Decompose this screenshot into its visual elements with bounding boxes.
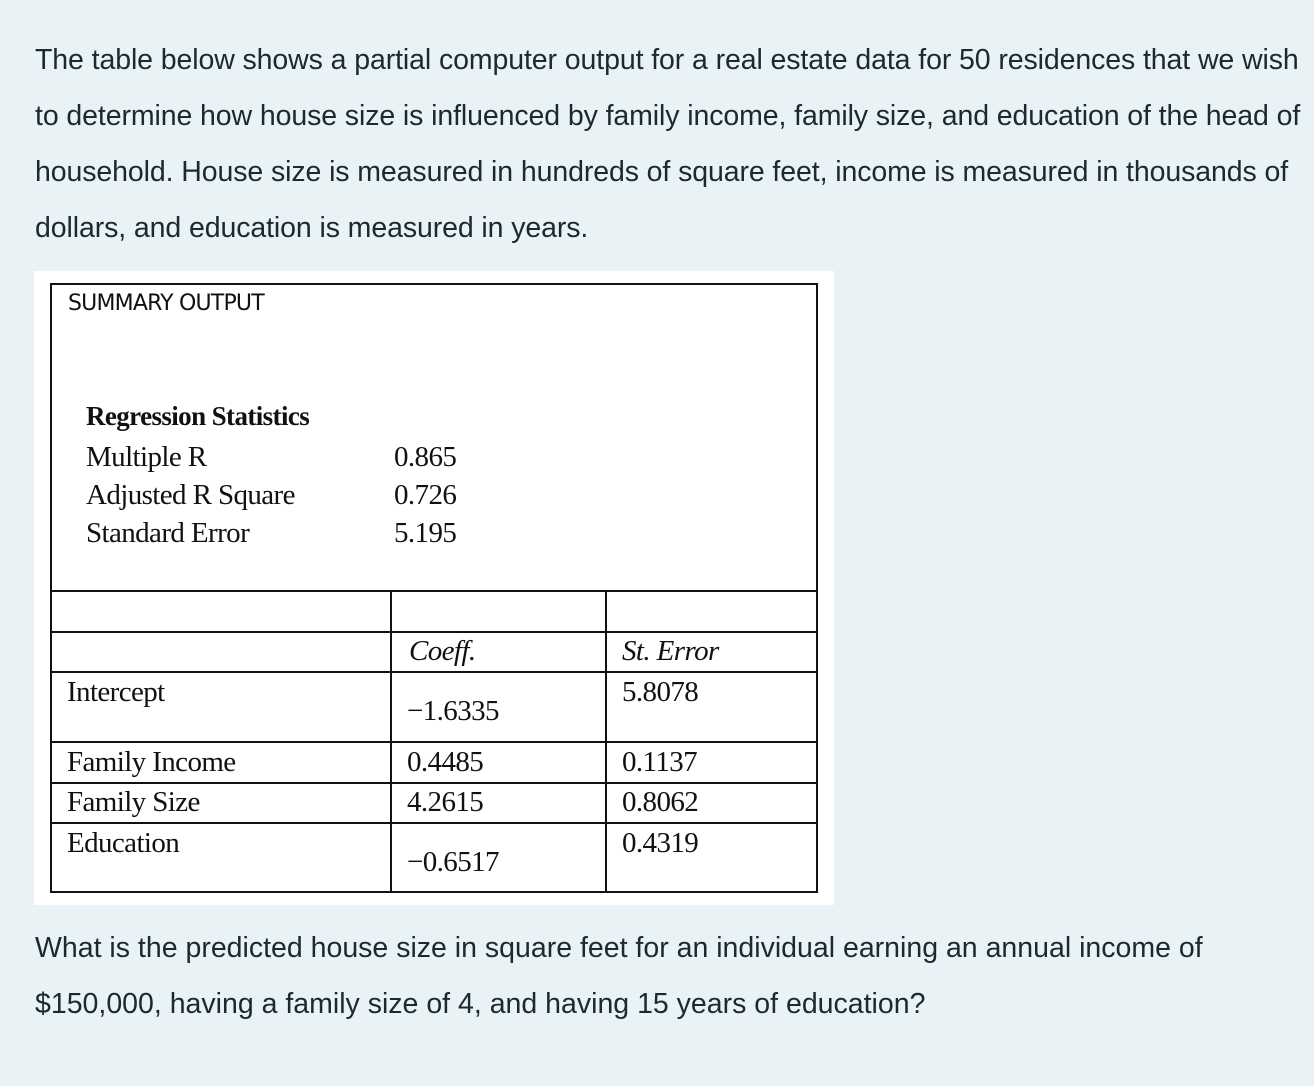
st-error-intercept: 5.8078 — [622, 676, 699, 708]
coeff-education: −0.6517 — [407, 846, 499, 878]
header-st-error: St. Error — [622, 635, 719, 667]
row-label-education: Education — [67, 827, 180, 859]
stat-label-multiple-r: Multiple R — [86, 441, 207, 473]
table-divider — [605, 590, 607, 891]
table-divider — [52, 590, 816, 592]
st-error-family-size: 0.8062 — [622, 786, 699, 818]
summary-title: SUMMARY OUTPUT — [68, 291, 264, 316]
table-divider — [52, 631, 816, 633]
summary-output-image — [34, 271, 834, 905]
coeff-family-income: 0.4485 — [407, 746, 484, 778]
row-label-family-size: Family Size — [67, 786, 200, 818]
table-divider — [52, 671, 816, 673]
header-coeff: Coeff. — [409, 635, 476, 667]
table-divider — [52, 822, 816, 824]
row-label-intercept: Intercept — [67, 676, 165, 708]
summary-output-table — [50, 283, 818, 893]
table-divider — [390, 590, 392, 891]
st-error-family-income: 0.1137 — [622, 746, 698, 778]
stat-value-adjusted-r-square: 0.726 — [394, 479, 457, 511]
row-label-family-income: Family Income — [67, 746, 236, 778]
question-paragraph: What is the predicted house size in square feet for an individual earning an annual income of $150,000, having a family size of 4, and having 15 years of education? — [35, 932, 1203, 1020]
table-divider — [52, 782, 816, 784]
intro-paragraph: The table below shows a partial computer output for a real estate data for 50 residences that we wish to determine how house size is influenced by family income, family size, and education of the head of household. House size is measured in hundreds of square feet, income is measured in thousands of dollars, and education is measured in years. — [35, 44, 1301, 244]
st-error-education: 0.4319 — [622, 827, 699, 859]
stat-value-multiple-r: 0.865 — [394, 441, 457, 473]
stat-value-standard-error: 5.195 — [394, 517, 457, 549]
regression-statistics-heading: Regression Statistics — [86, 401, 310, 431]
table-divider — [52, 741, 816, 743]
stat-label-adjusted-r-square: Adjusted R Square — [86, 479, 295, 511]
stat-label-standard-error: Standard Error — [86, 517, 250, 549]
coeff-intercept: −1.6335 — [407, 695, 499, 727]
coeff-family-size: 4.2615 — [407, 786, 484, 818]
